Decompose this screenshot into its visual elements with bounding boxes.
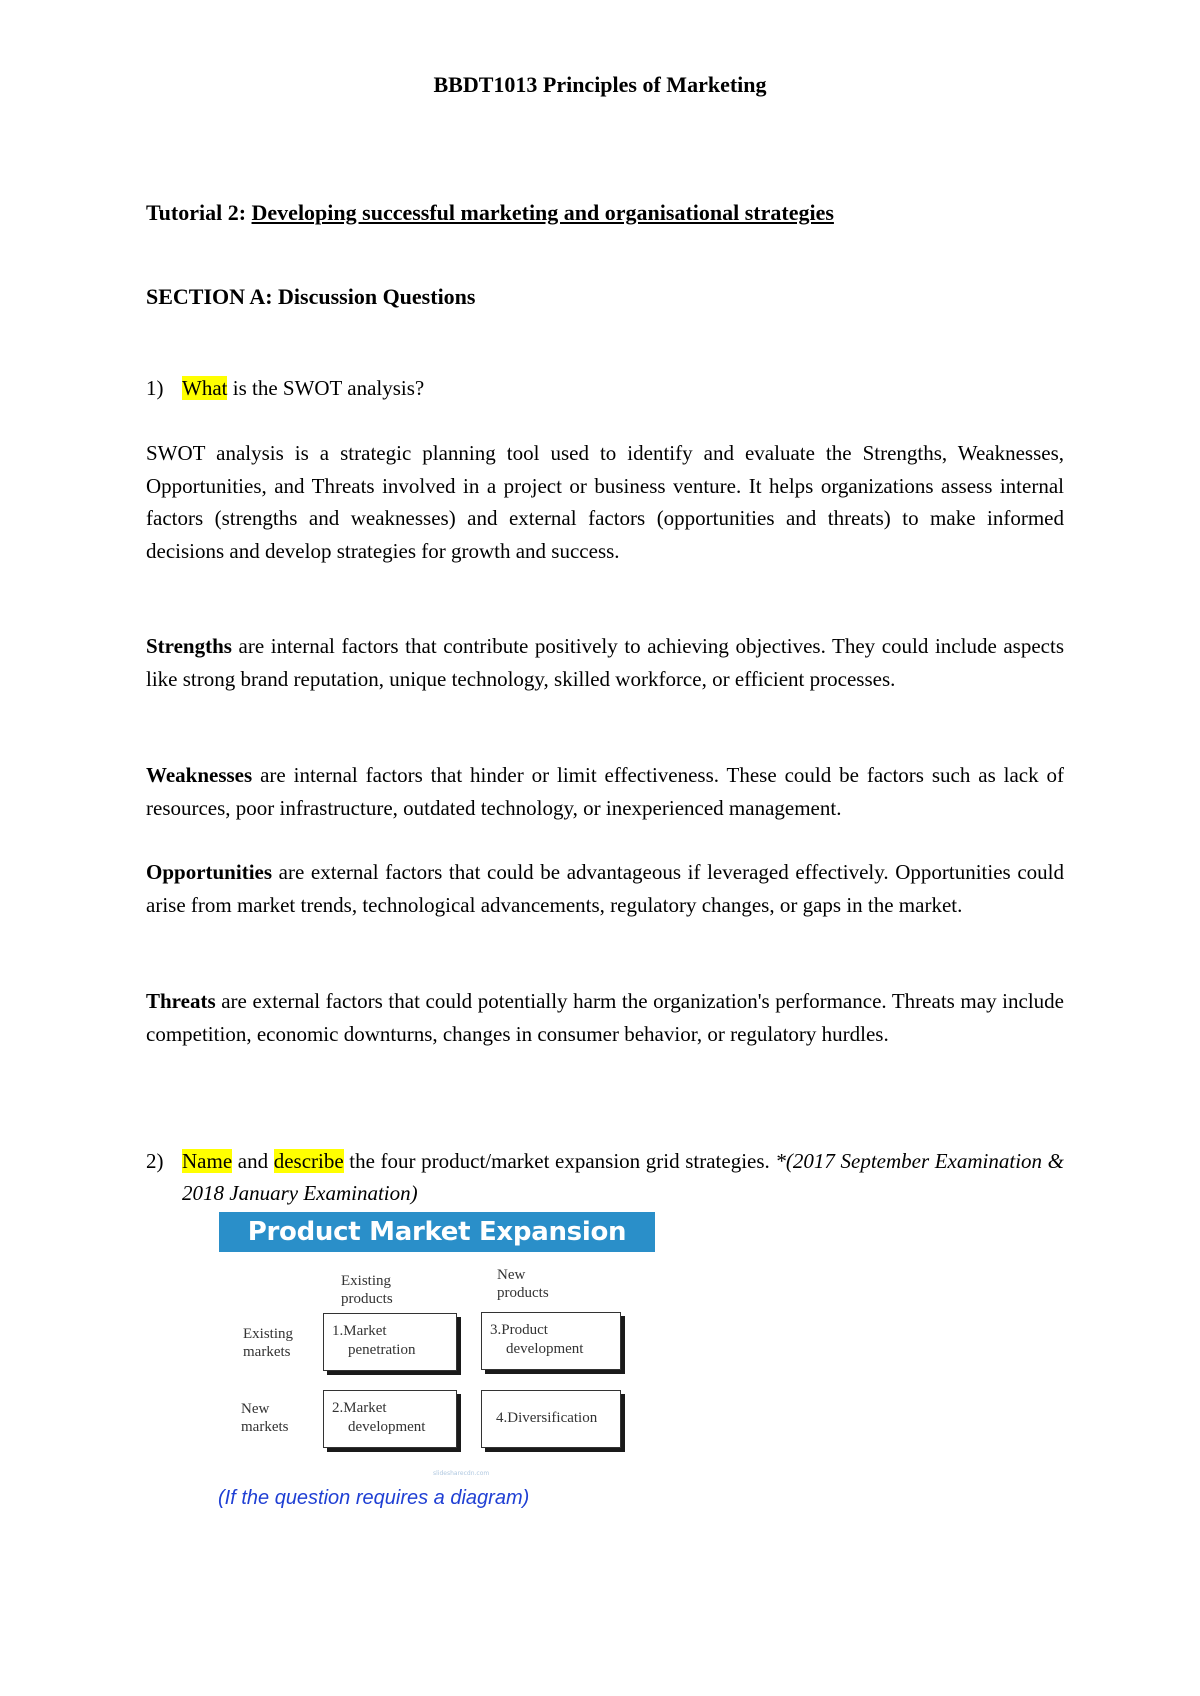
product-market-expansion-grid	[219, 1212, 659, 1492]
highlighted-word-describe: describe	[273, 1149, 344, 1173]
label-line: markets	[241, 1419, 289, 1435]
column-label-existing-products	[341, 1272, 393, 1308]
highlighted-word: What	[182, 376, 228, 400]
exam-reference: *(2017 September Examination & 2018 January Examination)	[182, 1149, 1064, 1205]
course-header: BBDT1013 Principles of Marketing	[433, 72, 767, 97]
label-line: Existing	[243, 1326, 294, 1342]
term-threats: Threats	[146, 989, 216, 1013]
question-number: 2)	[146, 1149, 164, 1173]
highlighted-word-name: Name	[182, 1149, 233, 1173]
label-line: Existing	[341, 1273, 392, 1289]
column-label-new-products	[497, 1266, 549, 1302]
box-market-development	[323, 1390, 457, 1448]
box-market-penetration	[323, 1313, 457, 1371]
weaknesses-text: are internal factors that hinder or limit effectiveness. These could be factors such as lack of resources, poor infrastructure, outdated technology, or inexperienced management.	[146, 763, 1064, 820]
box-line: development	[348, 1419, 426, 1435]
threats-text: are external factors that could potentially harm the organization's performance. Threats may include competition, economic downturns, changes in consumer behavior, or regulatory hurdles.	[146, 989, 1064, 1046]
threats-paragraph	[146, 985, 1064, 1050]
box-line: 2.Market	[332, 1400, 387, 1416]
question-body: the four product/market expansion grid strategies.	[343, 1149, 776, 1173]
weaknesses-paragraph	[146, 759, 1064, 824]
label-line: markets	[243, 1344, 291, 1360]
term-opportunities: Opportunities	[146, 860, 273, 884]
question-text: is the SWOT analysis?	[227, 376, 425, 400]
figure-banner: Product Market Expansion Grid	[219, 1212, 655, 1252]
question-number: 1)	[146, 376, 164, 400]
row-label-existing-markets	[243, 1325, 293, 1361]
question-2	[146, 1145, 1064, 1205]
box-product-development	[481, 1312, 621, 1370]
label-line: products	[497, 1285, 549, 1301]
label-line: New	[497, 1267, 526, 1283]
box-line: penetration	[348, 1342, 416, 1358]
figure-note: (If the question requires a diagram)	[218, 1487, 530, 1509]
label-line: products	[341, 1291, 393, 1307]
tutorial-title	[146, 200, 834, 226]
question-connector: and	[232, 1149, 274, 1173]
question-2-text	[182, 1145, 1064, 1209]
tutorial-topic: Developing successful marketing and organisational strategies	[251, 200, 834, 225]
opportunities-text: are external factors that could be advantageous if leveraged effectively. Opportunities could arise from market trends, technological advancements, regulatory changes, or gaps in the market.	[146, 860, 1064, 917]
question-1	[146, 376, 424, 401]
strengths-paragraph	[146, 630, 1064, 695]
opportunities-paragraph	[146, 856, 1064, 921]
figure-watermark: slidesharecdn.com	[433, 1470, 490, 1477]
box-line: development	[506, 1341, 584, 1357]
box-line: 4.Diversification	[496, 1410, 598, 1426]
tutorial-prefix: Tutorial 2:	[146, 200, 252, 225]
box-diversification	[481, 1390, 621, 1448]
term-strengths: Strengths	[146, 634, 232, 658]
strengths-text: are internal factors that contribute positively to achieving objectives. They could include aspects like strong brand reputation, unique technology, skilled workforce, or efficient processes.	[146, 634, 1064, 691]
term-weaknesses: Weaknesses	[146, 763, 253, 787]
swot-definition: SWOT analysis is a strategic planning tool used to identify and evaluate the Strengths, Weaknesses, Opportunities, and Threats involved in a project or business venture. It helps organizations assess internal factors (strengths and weaknesses) and external factors (opportunities and threats) to make informed decisions and develop strategies for growth and success.	[146, 441, 1064, 563]
row-label-new-markets	[241, 1400, 288, 1436]
section-title: SECTION A: Discussion Questions	[146, 284, 476, 309]
box-line: 1.Market	[332, 1323, 387, 1339]
label-line: New	[241, 1401, 270, 1417]
box-line: 3.Product	[490, 1322, 548, 1338]
